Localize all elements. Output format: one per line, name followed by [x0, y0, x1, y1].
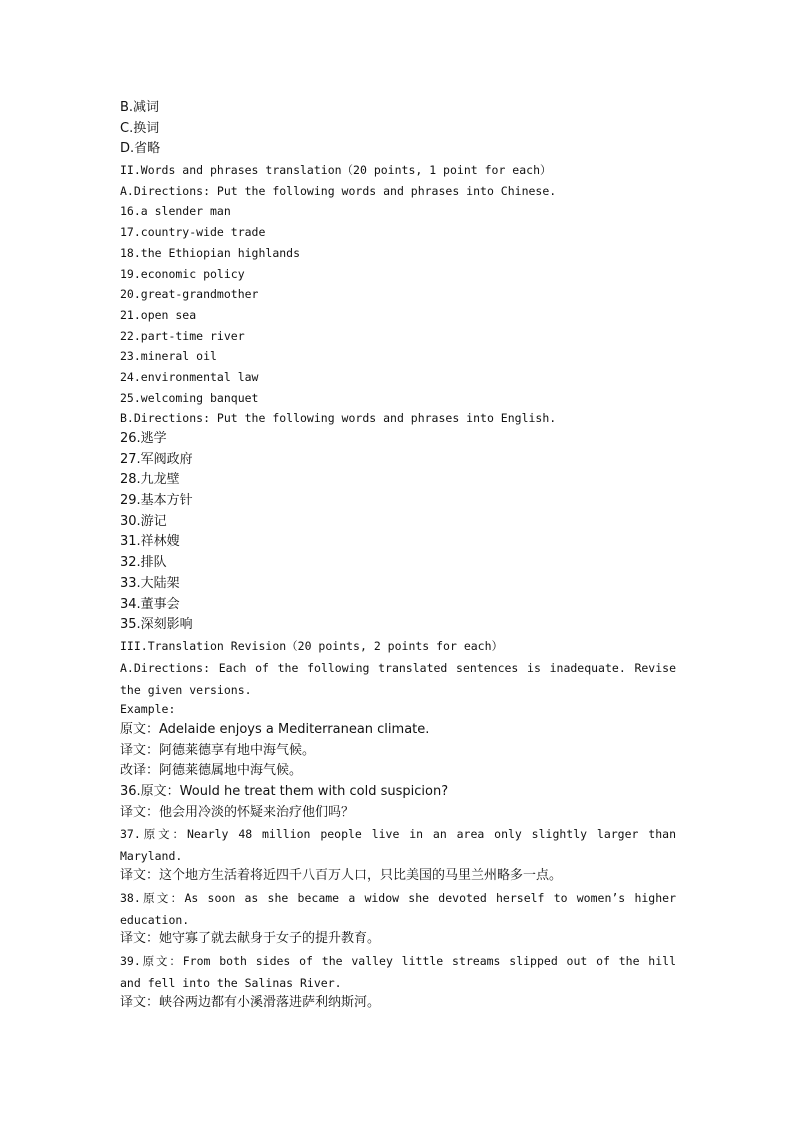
item-19: 19.economic policy	[120, 266, 245, 281]
option-d: D.省略	[120, 141, 161, 157]
revision-directions-line1: A.Directions: Each of the following translated sentences is inadequate. Revise	[120, 660, 676, 675]
q36-translation: 译文：他会用冷淡的怀疑来治疗他们吗？	[120, 804, 355, 820]
item-21: 21.open sea	[120, 307, 197, 322]
option-c: C.换词	[120, 120, 160, 136]
example-original: 原文：Adelaide enjoys a Mediterranean climate.	[120, 721, 430, 737]
q37-original-line2: Maryland.	[120, 849, 183, 864]
section-iii-heading: III.Translation Revision（20 points, 2 points for each）	[120, 638, 504, 653]
directions-a: A.Directions: Put the following words and phrases into Chinese.	[120, 183, 557, 198]
q39-translation: 译文：峡谷两边都有小溪滑落进萨利纳斯河。	[120, 994, 381, 1010]
item-18: 18.the Ethiopian highlands	[120, 245, 301, 260]
q39-original-line1: 39.原文：From both sides of the valley little streams slipped out of the hill	[120, 954, 676, 969]
item-17: 17.country-wide trade	[120, 225, 266, 240]
item-24: 24.environmental law	[120, 369, 259, 384]
item-34: 34.董事会	[120, 596, 180, 612]
option-b: B.减词	[120, 100, 160, 115]
example-translation: 译文：阿德莱德享有地中海气候。	[120, 742, 316, 758]
q38-translation: 译文：她守寡了就去献身于女子的提升教育。	[120, 931, 381, 947]
item-23: 23.mineral oil	[120, 349, 217, 364]
item-28: 28.九龙壁	[120, 472, 180, 488]
example-revised: 改译：阿德莱德属地中海气候。	[120, 763, 303, 779]
q38-original-line1: 38.原文：As soon as she became a widow she devoted herself to women’s higher	[120, 890, 676, 905]
item-33: 33.大陆架	[120, 575, 180, 591]
revision-directions-line2: the given versions.	[120, 682, 252, 697]
item-27: 27.军阀政府	[120, 451, 193, 467]
document-page	[120, 98, 676, 1014]
item-31: 31.祥林嫂	[120, 534, 180, 550]
item-20: 20.great-grandmother	[120, 287, 259, 302]
item-25: 25.welcoming banquet	[120, 390, 259, 405]
item-22: 22.part-time river	[120, 328, 245, 343]
q38-original-line2: education.	[120, 912, 190, 927]
section-ii-heading: II.Words and phrases translation（20 points, 1 point for each）	[120, 163, 552, 178]
item-35: 35.深刻影响	[120, 617, 193, 633]
item-29: 29.基本方针	[120, 493, 193, 509]
q36-original: 36.原文：Would he treat them with cold suspicion?	[120, 784, 449, 799]
example-label: Example:	[120, 702, 176, 717]
item-26: 26.逃学	[120, 431, 167, 446]
item-30: 30.游记	[120, 513, 167, 529]
q39-original-line2: and fell into the Salinas River.	[120, 976, 342, 991]
q37-original-line1: 37.原文：Nearly 48 million people live in an area only slightly larger than	[120, 827, 676, 842]
q37-translation: 译文：这个地方生活着将近四千八百万人口，只比美国的马里兰州略多一点。	[120, 868, 563, 884]
item-16: 16.a slender man	[120, 204, 231, 219]
item-32: 32.排队	[120, 555, 167, 571]
directions-b: B.Directions: Put the following words and phrases into English.	[120, 411, 557, 426]
